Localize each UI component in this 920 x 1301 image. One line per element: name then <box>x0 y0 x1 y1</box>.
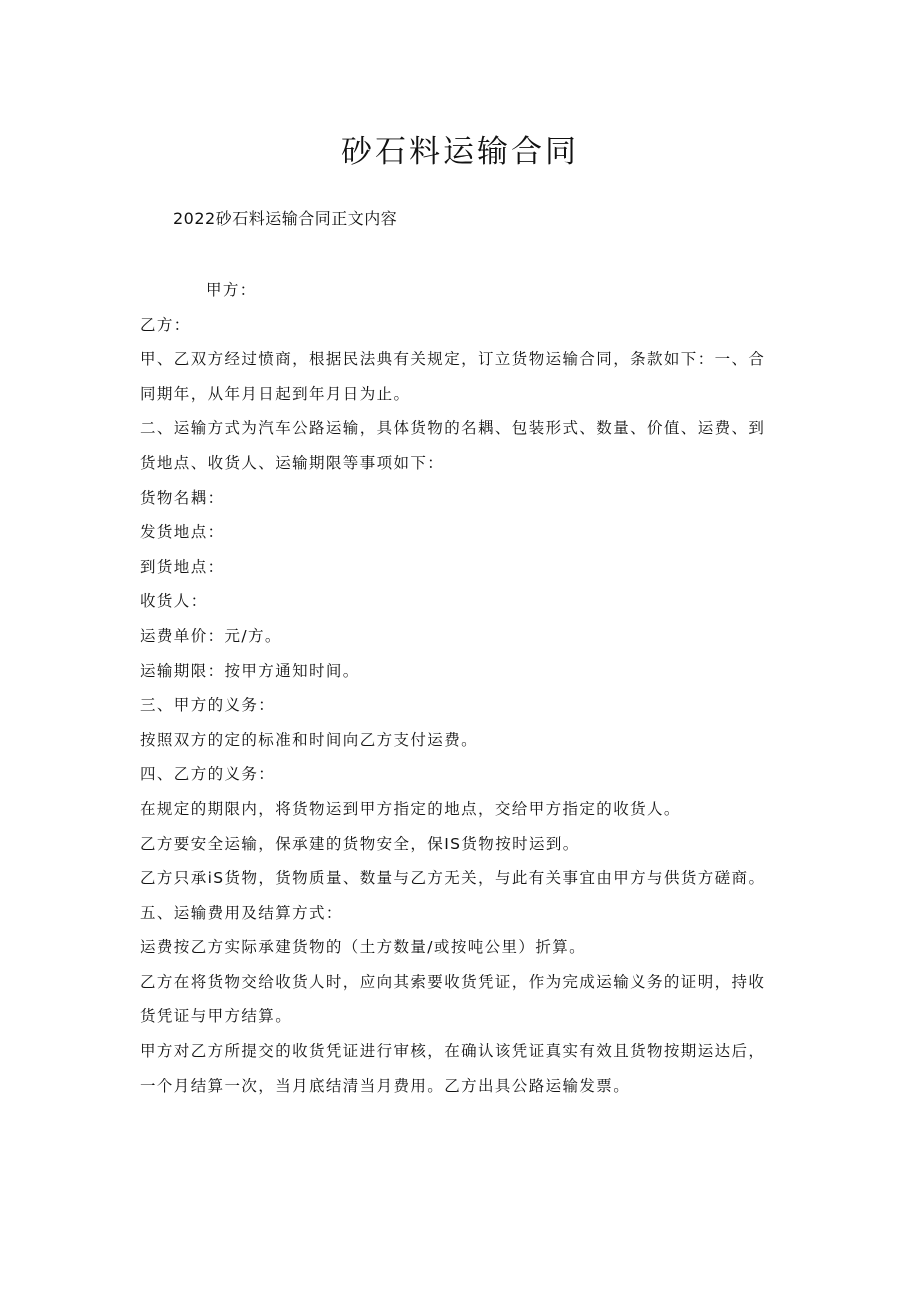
body-line: 货地点、收货人、运输期限等事项如下： <box>140 453 445 472</box>
body-line: 运费按乙方实际承建货物的（土方数量/或按吨公里）折算。 <box>140 938 587 957</box>
body-line: 乙方在将货物交给收货人时，应向其索要收货凭证，作为完成运输义务的证明，持收 <box>140 972 766 991</box>
party-a-line: 甲方： <box>206 281 257 299</box>
document-subtitle: 2022砂石料运输合同正文内容 <box>173 209 398 228</box>
party-b-line: 乙方： <box>140 315 191 334</box>
body-line: 四、乙方的义务： <box>140 765 276 784</box>
body-line: 运费单价：元/方。 <box>140 626 282 645</box>
document-title: 砂石料运输合同 <box>341 134 579 170</box>
body-line: 收货人： <box>140 592 208 611</box>
body-line: 乙方只承iS货物，货物质量、数量与乙方无关，与此有关事宜由甲方与供货方磋商。 <box>140 869 766 888</box>
body-line: 一个月结算一次，当月底结清当月费用。乙方出具公路运输发票。 <box>140 1076 631 1095</box>
body-line: 三、甲方的义务： <box>140 696 276 715</box>
body-line: 货物名耦： <box>140 488 225 507</box>
body-line: 到货地点： <box>140 557 225 576</box>
body-line: 甲、乙双方经过愤商，根据民法典有关规定，订立货物运输合同，条款如下：一、合 <box>140 350 766 369</box>
body-line: 五、运输费用及结算方式： <box>140 903 343 922</box>
body-line: 同期年，从年月日起到年月日为止。 <box>140 384 411 403</box>
body-line: 甲方对乙方所提交的收货凭证进行审核，在确认该凭证真实有效且货物按期运达后， <box>140 1042 766 1061</box>
body-line: 二、运输方式为汽车公路运输，具体货物的名耦、包装形式、数量、价值、运费、到 <box>140 419 766 438</box>
body-line: 发货地点： <box>140 523 225 542</box>
body-line: 按照双方的定的标准和时间向乙方支付运费。 <box>140 730 479 749</box>
contract-body <box>140 273 780 1103</box>
body-line: 在规定的期限内，将货物运到甲方指定的地点，交给甲方指定的收货人。 <box>140 799 681 818</box>
body-line: 乙方要安全运输，保承建的货物安全，保IS货物按时运到。 <box>140 834 580 853</box>
body-line: 货凭证与甲方结算。 <box>140 1007 293 1026</box>
body-line: 运输期限：按甲方通知时间。 <box>140 661 360 680</box>
